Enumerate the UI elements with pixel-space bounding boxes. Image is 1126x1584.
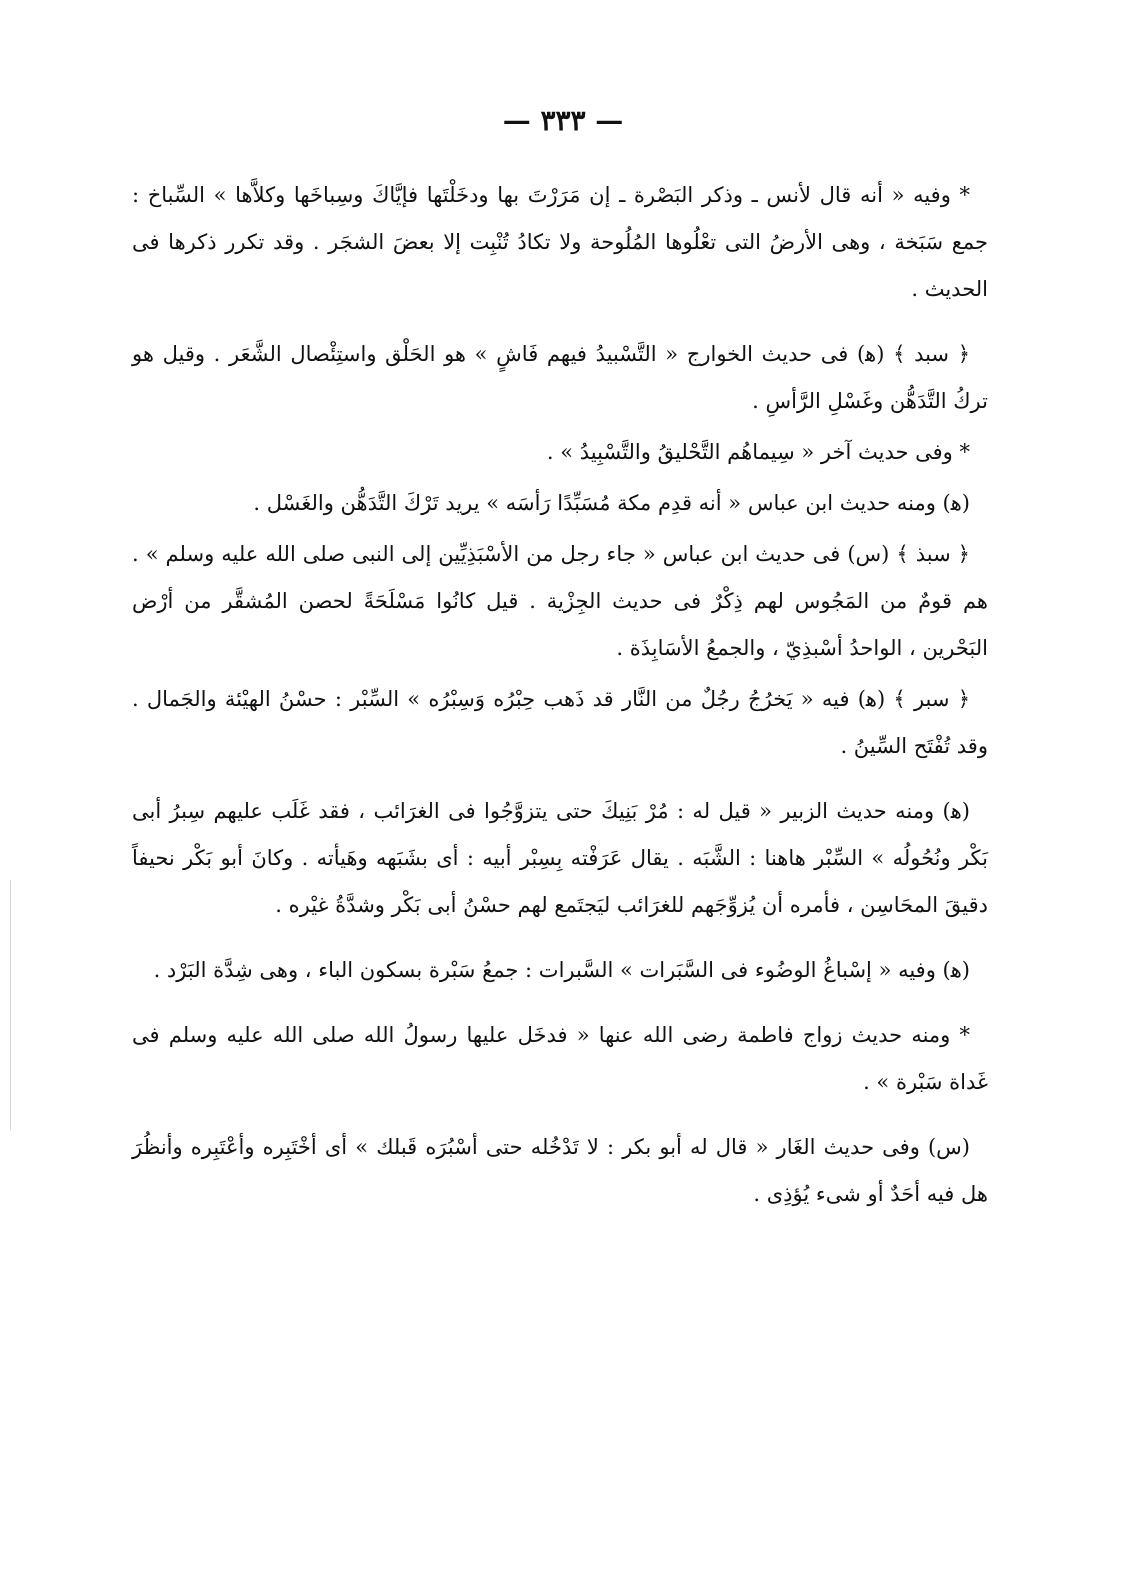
body-text: [132, 172, 988, 1228]
paragraph-sabad-hadith-2: * وفى حديث آخر « سِيماهُم التَّحْليقُ والتَّسْبِيدُ » .: [546, 440, 970, 464]
paragraph-sabarat: (ﻫ) وفيه « إسْباغُ الوضُوء فى السَّبَرات » السَّبرات : جمعُ سَبْرة بسكون الباء ، وهى شِدَّة البَرْد .: [153, 958, 970, 982]
page-number: — ٣٣٣ —: [502, 104, 624, 137]
paragraph-sabad: ﴿ سبد ﴾ (ﻫ) فى حديث الخوارج « التَّسْبيدُ فيهم فَاشٍ » هو الحَلْق واستِئْصال الشَّعَر . وقيل هو تركُ التَّدَهُّن وغَسْلِ الرَّأسِ .: [132, 342, 988, 413]
paragraph-sabad-ibn-abbas: (ﻫ) ومنه حديث ابن عباس « أنه قدِم مكة مُسَبِّدًا رَأسَه » يريد تَرْكَ التَّدَهُّن والغَسْل .: [253, 491, 970, 515]
paragraph-ghar: (س) وفى حديث الغَار « قال له أبو بكر : لا تَدْخُله حتى أسْبُرَه قَبلك » أى أخْتَبِره وأعْتَبِره وأنظُرَ هل فيه أحَدٌ أو شىء يُؤذِى .: [132, 1135, 988, 1206]
paragraph-fatima: * ومنه حديث زواج فاطمة رضى الله عنها « فدخَل عليها رسولُ الله صلى الله عليه وسلم فى غَداة سَبْرة » .: [132, 1023, 988, 1094]
paragraph-sabar: ﴿ سبر ﴾ (ﻫ) فيه « يَخرُجُ رجُلٌ من النَّار قد ذَهب حِبْرُه وَسِبْرُه » السِّبْر : حسْنُ الهيْئة والجَمال . وقد تُفْتَح السِّينُ .: [132, 687, 988, 758]
page-edge-shadow: [10, 880, 11, 1130]
paragraph-zubair: (ﻫ) ومنه حديث الزبير « قيل له : مُرْ بَنِيكَ حتى يتزوَّجُوا فى الغرَائب ، فقد غَلَب عليهم سِبرُ أبى بَكْر ونُحُولُه » السِّبْر هاهنا : الشَّبَه . يقال عَرَفْته بِسِبْر أبيه : أى بشَبَهه وهَيأته . وكانَ أبو بَكْر نحيفاً دقيقَ المحَاسِن ، فأمره أن يُزوِّجَهم للغرَائب ليَجتَمع لهم حسْنُ أبى بَكْر وشدَّةُ غيْره .: [132, 799, 988, 917]
paragraph-sabadh: ﴿ سبذ ﴾ (س) فى حديث ابن عباس « جاء رجل من الأسْبَذِيِّين إلى النبى صلى الله عليه وسلم » . هم قومٌ من المَجُوس لهم ذِكْرٌ فى حديث الجِزْية . قيل كانُوا مَسْلَحَةً لحصن المُشقَّر من أرْض البَحْرين ، الواحدُ أسْبذِيّ ، والجمعُ الأسَابِذَة .: [132, 542, 988, 660]
paragraph-sibakh: * وفيه « أنه قال لأنس ـ وذكر البَصْرة ـ إن مَرَرْتَ بها ودخَلْتَها فإيَّاكَ وسِباخَها وكلاَّها » السِّباخ : جمع سَبَخة ، وهى الأرضُ التى تعْلُوها المُلُوحة ولا تكادُ تُنْبِت إلا بعضَ الشجَر . وقد تكرر ذكرها فى الحديث .: [132, 183, 988, 301]
